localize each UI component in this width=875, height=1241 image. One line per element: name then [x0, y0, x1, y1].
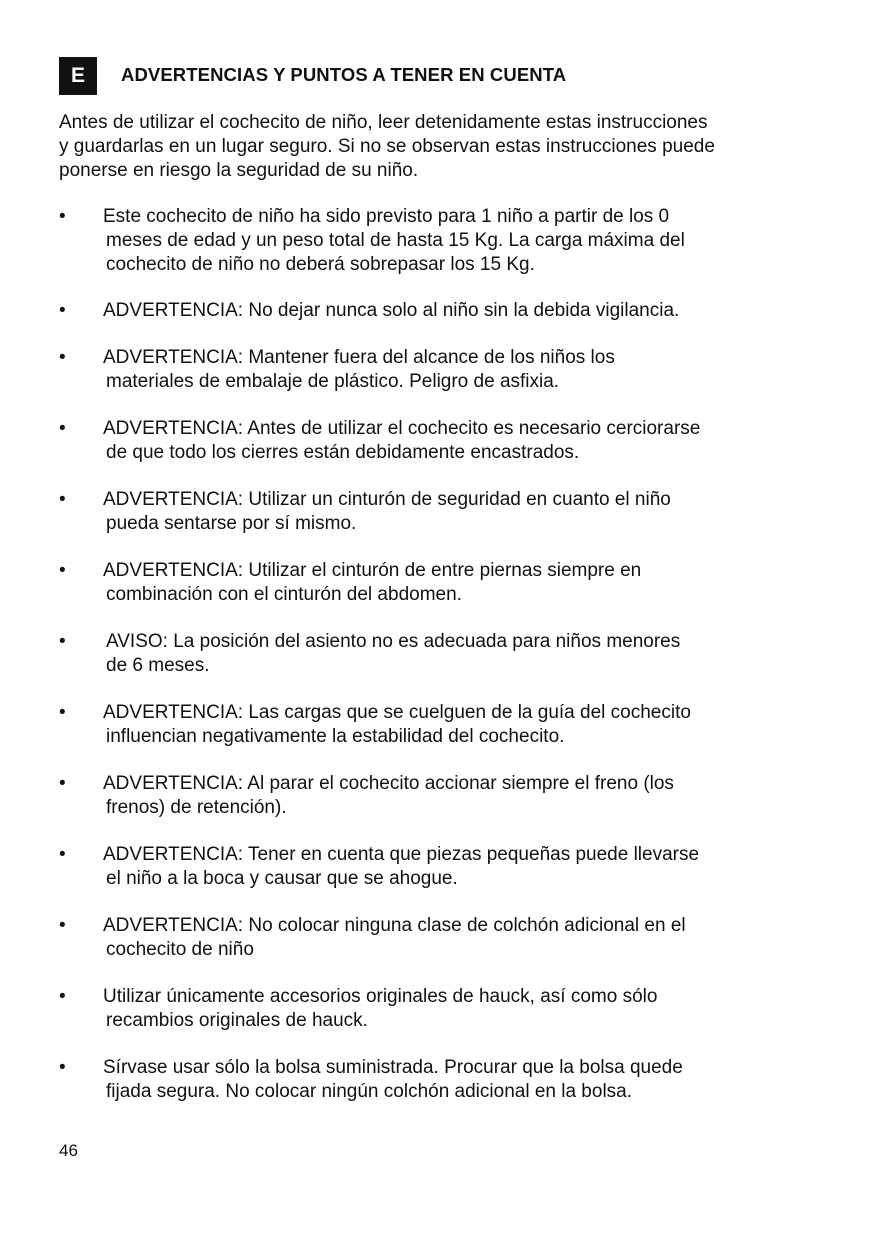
page-number: 46: [59, 1141, 78, 1160]
warning-text: influencian negativamente la estabilidad del cochecito.: [106, 726, 565, 747]
language-badge: E: [59, 57, 97, 95]
bullet: •: [59, 347, 66, 368]
bullet: •: [59, 560, 66, 581]
warning-text: ADVERTENCIA: Antes de utilizar el cochecito es necesario cerciorarse: [103, 418, 701, 439]
warning-text: pueda sentarse por sí mismo.: [106, 513, 357, 534]
warning-text: el niño a la boca y causar que se ahogue.: [106, 868, 458, 889]
warning-text: ADVERTENCIA: Tener en cuenta que piezas pequeñas puede llevarse: [103, 844, 700, 865]
notice-text: AVISO: La posición del asiento no es adecuada para niños menores: [106, 631, 681, 652]
bullet: •: [59, 489, 66, 510]
notice-text: de 6 meses.: [106, 655, 210, 676]
warning-text: ADVERTENCIA: Utilizar el cinturón de entre piernas siempre en: [103, 560, 642, 581]
section-title: ADVERTENCIAS Y PUNTOS A TENER EN CUENTA: [121, 64, 567, 85]
bullet: •: [59, 702, 66, 723]
bullet: •: [59, 631, 66, 652]
warning-text: ADVERTENCIA: Al parar el cochecito accionar siempre el freno (los: [103, 773, 674, 794]
bullet: •: [59, 915, 66, 936]
warning-text: Sírvase usar sólo la bolsa suministrada. Procurar que la bolsa quede: [103, 1057, 683, 1078]
warning-text: de que todo los cierres están debidamente encastrados.: [106, 442, 580, 463]
warning-text: cochecito de niño: [106, 939, 254, 960]
bullet: •: [59, 1057, 66, 1078]
warning-text: recambios originales de hauck.: [106, 1010, 368, 1031]
warning-text: frenos) de retención).: [106, 797, 287, 818]
warning-text: cochecito de niño no deberá sobrepasar los 15 Kg.: [106, 254, 535, 275]
warning-text: fijada segura. No colocar ningún colchón adicional en la bolsa.: [106, 1081, 633, 1102]
warning-text: ADVERTENCIA: Utilizar un cinturón de seguridad en cuanto el niño: [103, 489, 671, 510]
warning-text: Utilizar únicamente accesorios originales de hauck, así como sólo: [103, 986, 658, 1007]
warning-text: combinación con el cinturón del abdomen.: [106, 584, 462, 605]
warning-text: materiales de embalaje de plástico. Peligro de asfixia.: [106, 371, 560, 392]
intro-line: y guardarlas en un lugar seguro. Si no se observan estas instrucciones puede: [59, 136, 715, 157]
warning-text: ADVERTENCIA: No dejar nunca solo al niño sin la debida vigilancia.: [103, 300, 680, 321]
intro-line: Antes de utilizar el cochecito de niño, leer detenidamente estas instrucciones: [59, 112, 708, 133]
intro-paragraph: [59, 111, 799, 183]
bullet: •: [59, 773, 66, 794]
warning-text: ADVERTENCIA: No colocar ninguna clase de colchón adicional en el: [103, 915, 686, 936]
intro-line: ponerse en riesgo la seguridad de su niño.: [59, 160, 419, 181]
warning-text: ADVERTENCIA: Mantener fuera del alcance de los niños los: [103, 347, 615, 368]
bullet: •: [59, 418, 66, 439]
bullet: •: [59, 300, 66, 321]
bullet: •: [59, 986, 66, 1007]
warning-text: ADVERTENCIA: Las cargas que se cuelguen de la guía del cochecito: [103, 702, 691, 723]
bullet: •: [59, 844, 66, 865]
bullet: •: [59, 206, 66, 227]
warning-text: meses de edad y un peso total de hasta 15 Kg. La carga máxima del: [106, 230, 685, 251]
warning-text: Este cochecito de niño ha sido previsto para 1 niño a partir de los 0: [103, 206, 670, 227]
